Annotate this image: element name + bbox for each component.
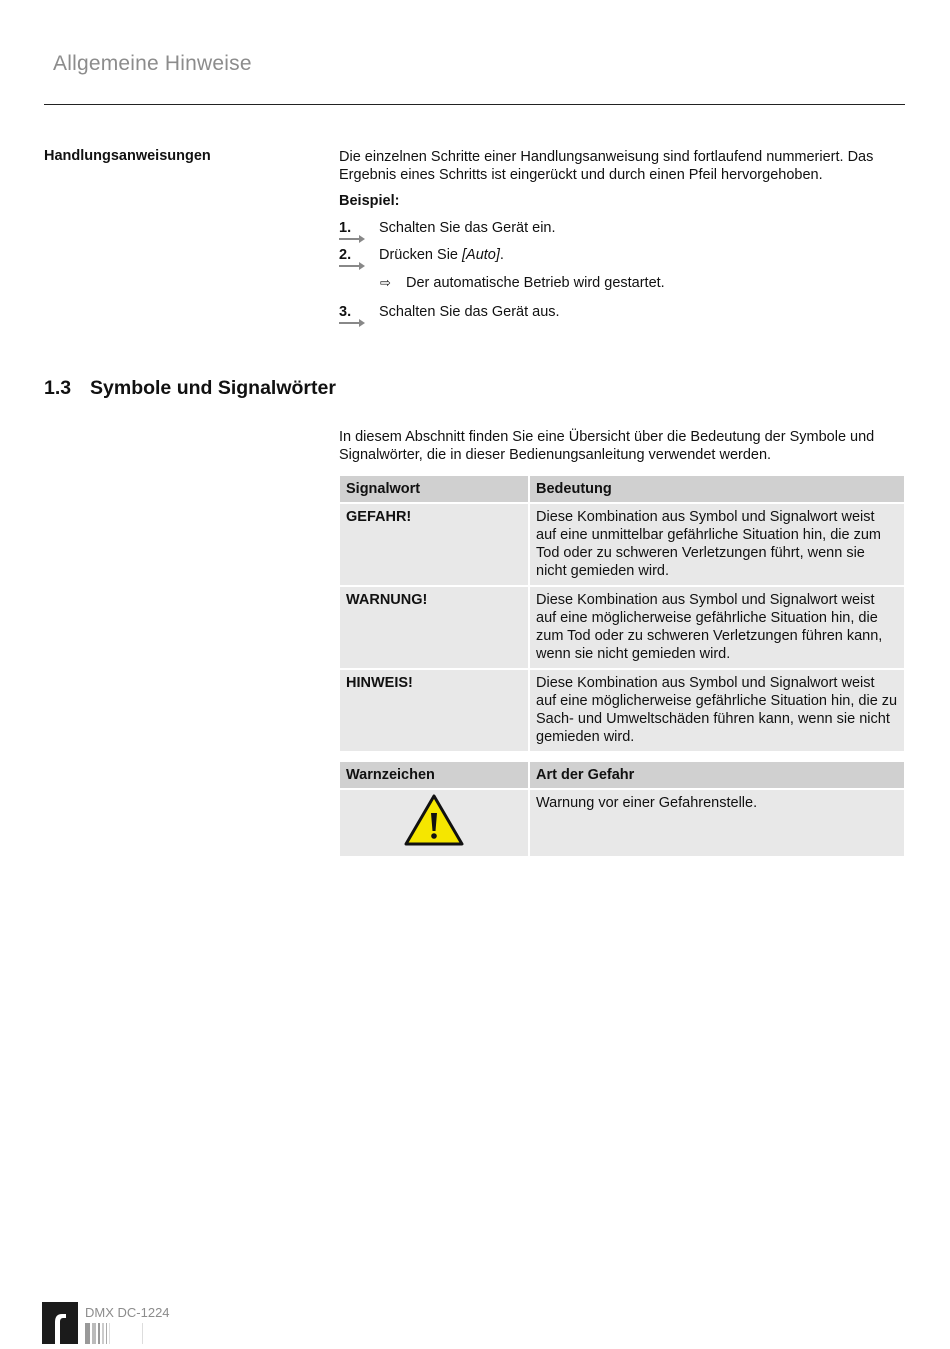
section-number: 1.3 xyxy=(44,377,72,399)
table-row xyxy=(340,587,904,668)
thomann-logo-icon xyxy=(42,1302,78,1344)
step-text: Schalten Sie das Gerät aus. xyxy=(379,304,560,320)
table-header-row xyxy=(340,762,904,788)
header-divider xyxy=(44,104,905,105)
step-number: 1. xyxy=(339,220,352,236)
signal-meaning: Diese Kombination aus Symbol und Signalwort weist auf eine möglicherweise gefährliche Situation hin, die zum Tod oder zu schweren Verletzungen führen kann, wenn sie nicht gemieden wird. xyxy=(530,587,904,668)
step-arrow-icon xyxy=(339,262,365,270)
signal-word: HINWEIS! xyxy=(340,670,528,751)
page-header-title: Allgemeine Hinweise xyxy=(53,52,252,75)
step-text: Drücken Sie [Auto]. xyxy=(379,247,504,263)
step-result xyxy=(380,275,665,291)
warning-symbol-cell xyxy=(340,790,528,856)
result-arrow-icon: ⇨ xyxy=(380,275,391,290)
example-label: Beispiel: xyxy=(339,193,400,209)
section-heading xyxy=(44,377,336,400)
instructions-label: Handlungsanweisungen xyxy=(44,148,211,164)
step-number: 2. xyxy=(339,247,352,263)
table-row xyxy=(340,790,904,856)
footer-product-name: DMX DC-1224 xyxy=(85,1305,170,1320)
step-text: Schalten Sie das Gerät ein. xyxy=(379,220,556,236)
result-text: Der automatische Betrieb wird gestartet. xyxy=(406,275,665,291)
signal-word-table xyxy=(338,474,906,753)
instructions-intro: Die einzelnen Schritte einer Handlungsanweisung sind fortlaufend nummeriert. Das Ergebnis eines Schritts ist eingerückt und durch einen Pfeil hervorgehoben. xyxy=(339,149,874,183)
table-header-row xyxy=(340,476,904,502)
table-header: Signalwort xyxy=(340,476,528,502)
signal-meaning: Diese Kombination aus Symbol und Signalwort weist auf eine unmittelbar gefährliche Situation hin, die zum Tod oder zu schweren Verletzungen führt, wenn sie nicht gemieden wird. xyxy=(530,504,904,585)
table-header: Warnzeichen xyxy=(340,762,528,788)
signal-meaning: Diese Kombination aus Symbol und Signalwort weist auf eine möglicherweise gefährliche Situation hin, die zu Sach- und Umweltschäden führen kann, wenn sie nicht gemieden wird. xyxy=(530,670,904,751)
step-arrow-icon xyxy=(339,235,365,243)
signal-word: GEFAHR! xyxy=(340,504,528,585)
hazard-description: Warnung vor einer Gefahrenstelle. xyxy=(530,790,904,856)
table-row xyxy=(340,504,904,585)
table-header: Bedeutung xyxy=(530,476,904,502)
signal-word: WARNUNG! xyxy=(340,587,528,668)
table-row xyxy=(340,670,904,751)
button-reference: [Auto] xyxy=(462,247,500,263)
footer-bars-decoration xyxy=(85,1323,145,1344)
section-title: Symbole und Signalwörter xyxy=(90,377,336,399)
step-number: 3. xyxy=(339,304,352,320)
section-intro: In diesem Abschnitt finden Sie eine Übersicht über die Bedeutung der Symbole und Signalwörter, die in dieser Bedienungsanleitung verwendet werden. xyxy=(339,429,875,463)
warning-sign-table xyxy=(338,760,906,858)
table-header: Art der Gefahr xyxy=(530,762,904,788)
general-warning-triangle-icon xyxy=(404,794,464,846)
step-arrow-icon xyxy=(339,319,365,327)
